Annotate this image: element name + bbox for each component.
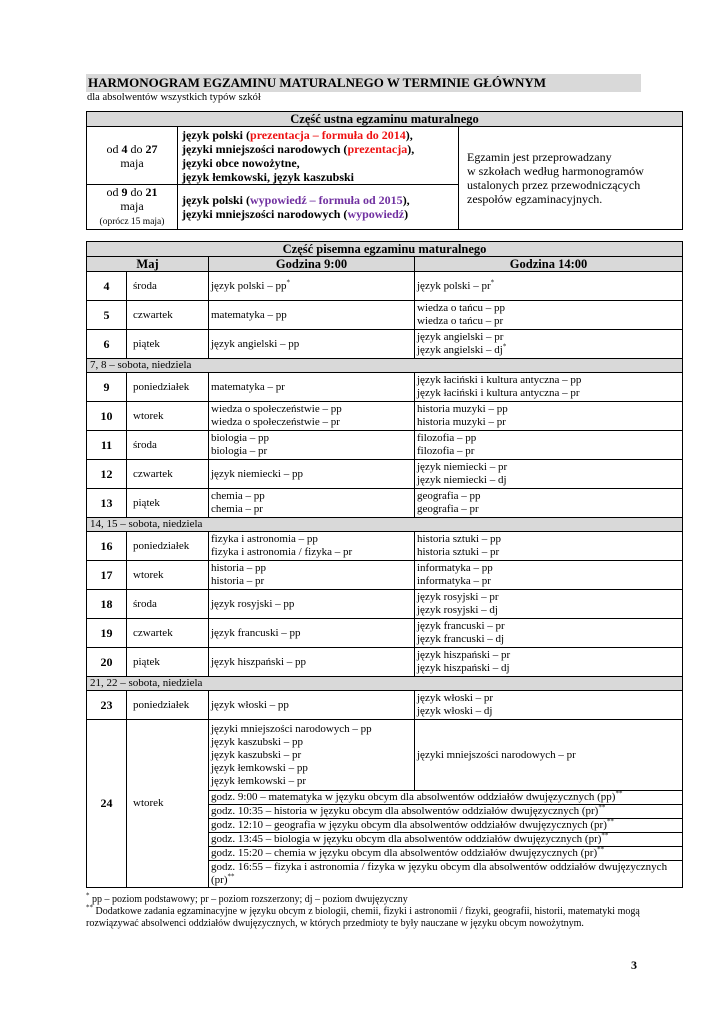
table-row (87, 619, 683, 648)
table-row (87, 532, 683, 561)
exam-entry (417, 416, 680, 429)
exam-entry-text: historia sztuki – pr (417, 546, 500, 558)
exam-entry (417, 461, 680, 474)
afternoon-exams (415, 532, 683, 561)
exam-entry-text: geografia – pr (417, 503, 479, 515)
exam-entry (211, 546, 412, 559)
exam-entry (417, 344, 680, 357)
exam-entry-text: wiedza o społeczeństwie – pp (211, 403, 342, 415)
morning-exams (209, 619, 415, 648)
bilingual-exam-note: ** (227, 872, 235, 881)
oral-language-text: język polski ( (182, 193, 251, 207)
bilingual-exam (209, 819, 683, 833)
table-row (87, 330, 683, 359)
morning-exams (209, 402, 415, 431)
written-exam-table (86, 241, 683, 888)
exam-entry-text: język hiszpański – dj (417, 662, 510, 674)
afternoon-exams (415, 691, 683, 720)
oral-language-text: języki mniejszości narodowych ( (182, 141, 348, 156)
bilingual-exam (209, 861, 683, 888)
exam-entry-text: historia sztuki – pp (417, 533, 502, 545)
exam-entry-text: filozofia – pr (417, 445, 475, 457)
oral-language-text: język łemkowski, język kaszubski (182, 169, 355, 184)
exam-entry-text: język włoski – dj (417, 705, 493, 717)
bilingual-exam (209, 833, 683, 847)
written-exam-header: Część pisemna egzaminu maturalnego (87, 242, 683, 257)
exam-entry-text: język niemiecki – dj (417, 474, 507, 486)
exam-entry (417, 302, 680, 315)
oral-language-form: wypowiedź – formuła od 2015 (250, 193, 403, 207)
morning-exams (209, 561, 415, 590)
day-number: 23 (87, 691, 127, 720)
oral-language-tail: ), (407, 141, 415, 156)
exam-entry (417, 575, 680, 588)
exam-entry (417, 503, 680, 516)
bilingual-exam-text: godz. 12:10 – geografia w języku obcym dla absolwentów oddziałów dwujęzycznych (pr) (211, 819, 607, 831)
exam-entry-text: wiedza o tańcu – pp (417, 302, 505, 314)
exam-entry-text: język niemiecki – pp (211, 467, 303, 480)
exam-entry-text: historia muzyki – pr (417, 416, 506, 428)
exam-entry-text: język rosyjski – dj (417, 604, 498, 616)
exam-entry (417, 374, 680, 387)
exam-entry-text: biologia – pr (211, 445, 268, 457)
footnote-2: ** Dodatkowe zadania egzaminacyjne w języku obcym z biologii, chemii, fizyki i astronomii / fizyki, geografii, historii, matematyki mogą rozwiązywać absolwenci oddziałów dwujęzycznych, w których przedmioty te były nauczane w języku obcym nowożytnym. (86, 903, 640, 929)
exam-entry (211, 381, 412, 394)
document-subtitle: dla absolwentów wszystkich typów szkół (87, 92, 261, 103)
exam-entry (211, 309, 412, 322)
day-number: 17 (87, 561, 127, 590)
table-row (87, 373, 683, 402)
exam-entry: język kaszubski – pr (211, 748, 302, 761)
day-of-week: czwartek (127, 301, 209, 330)
oral-language-tail: ), (405, 127, 413, 142)
document-title: HARMONOGRAM EGZAMINU MATURALNEGO W TERMINIE GŁÓWNYM (86, 74, 641, 92)
oral-period-1-languages (178, 127, 459, 185)
morning-exams (209, 720, 415, 791)
afternoon-exams (415, 619, 683, 648)
weekend-row (87, 518, 683, 532)
bilingual-exam-text: godz. 13:45 – biologia w języku obcym dla absolwentów oddziałów dwujęzycznych (pr) (211, 833, 602, 845)
day-of-week: piątek (127, 648, 209, 677)
exam-entry (417, 315, 680, 328)
morning-exams (209, 691, 415, 720)
exam-entry (211, 490, 412, 503)
day-number: 20 (87, 648, 127, 677)
afternoon-exams (415, 561, 683, 590)
exam-entry: język kaszubski – pp (211, 735, 303, 748)
exam-entry (417, 692, 680, 705)
exam-entry (417, 403, 680, 416)
table-row (87, 561, 683, 590)
day-number: 6 (87, 330, 127, 359)
exam-entry-text: historia muzyki – pp (417, 403, 508, 415)
morning-exams (209, 330, 415, 359)
oral-language-line (182, 156, 456, 170)
exam-entry (211, 699, 412, 712)
day-number: 19 (87, 619, 127, 648)
morning-exams (209, 532, 415, 561)
oral-language-line (182, 128, 456, 142)
day-of-week: środa (127, 431, 209, 460)
oral-language-tail: ), (402, 193, 410, 207)
day-of-week: piątek (127, 489, 209, 518)
bilingual-exam-text: godz. 15:20 – chemia w języku obcym dla absolwentów oddziałów dwujęzycznych (pr) (211, 847, 598, 859)
exam-entry-text: język polski – pr (417, 279, 491, 292)
exam-entry-text: język francuski – dj (417, 633, 505, 645)
exam-entry (417, 432, 680, 445)
footnotes (86, 891, 682, 930)
afternoon-exams (415, 590, 683, 619)
afternoon-exams (415, 301, 683, 330)
exam-entry-note: * (490, 277, 495, 286)
table-row (87, 691, 683, 720)
footnote-1: * pp – poziom podstawowy; pr – poziom rozszerzony; dj – poziom dwujęzyczny (86, 891, 408, 905)
exam-entry (417, 331, 680, 344)
exam-entry-text: filozofia – pp (417, 432, 477, 444)
bilingual-exam-text: godz. 16:55 – fizyka i astronomia / fizyka w języku obcym dla absolwentów oddziałów dwujęzycznych (pr) (211, 861, 668, 886)
table-row (87, 720, 683, 791)
exam-entry (211, 403, 412, 416)
oral-language-form: prezentacja – formuła do 2014 (250, 127, 406, 142)
exam-entry-note: * (502, 342, 507, 351)
exam-entry-text: wiedza o tańcu – pr (417, 315, 504, 327)
exam-entry-text: fizyka i astronomia / fizyka – pr (211, 546, 353, 558)
bilingual-exam (209, 791, 683, 805)
exam-entry (417, 649, 680, 662)
oral-period-2-languages (178, 185, 459, 230)
weekend-label: 21, 22 – sobota, niedziela (87, 677, 683, 691)
exam-entry (211, 416, 412, 429)
morning-exams (209, 272, 415, 301)
oral-language-line (182, 170, 456, 184)
exam-entry (417, 387, 680, 400)
day-number: 12 (87, 460, 127, 489)
exam-entry-text: język łaciński i kultura antyczna – pp (417, 374, 582, 386)
exam-entry (211, 533, 412, 546)
oral-language-line (182, 142, 456, 156)
exam-entry (211, 338, 412, 351)
exam-entry-text: chemia – pp (211, 490, 265, 502)
table-row (87, 590, 683, 619)
exam-entry (417, 562, 680, 575)
table-row (87, 301, 683, 330)
morning-exams (209, 648, 415, 677)
exam-entry-note: * (286, 277, 290, 286)
day-of-week: czwartek (127, 460, 209, 489)
exam-entry (211, 432, 412, 445)
morning-exams (209, 489, 415, 518)
day-number: 11 (87, 431, 127, 460)
exam-entry-text: język rosyjski – pp (211, 597, 295, 610)
column-header-2pm: Godzina 14:00 (415, 257, 683, 272)
table-row (87, 272, 683, 301)
exam-entry (417, 633, 680, 646)
weekend-row (87, 677, 683, 691)
exam-entry-text: fizyka i astronomia – pp (211, 533, 318, 545)
oral-info-line: Egzamin jest przeprowadzany (467, 150, 612, 164)
morning-exams (209, 301, 415, 330)
oral-info-line: w szkołach według harmonogramów (467, 164, 644, 178)
table-row (87, 648, 683, 677)
oral-language-line (182, 207, 456, 221)
exam-entry (211, 598, 412, 611)
column-header-month: Maj (87, 257, 209, 272)
exam-entry (417, 277, 680, 293)
exam-entry-text: język włoski – pr (417, 692, 494, 704)
day-number: 18 (87, 590, 127, 619)
oral-info-line: ustalonych przez przewodniczących (467, 178, 641, 192)
day-of-week: czwartek (127, 619, 209, 648)
afternoon-exams (415, 431, 683, 460)
oral-language-text: języki obce nowożytne, (182, 155, 300, 170)
exam-entry-text: język łaciński i kultura antyczna – pr (417, 387, 580, 399)
day-of-week: wtorek (127, 402, 209, 431)
exam-entry-text: historia – pr (211, 575, 265, 587)
afternoon-exams (415, 489, 683, 518)
day-number: 5 (87, 301, 127, 330)
day-number: 24 (87, 720, 127, 888)
morning-exams (209, 373, 415, 402)
day-of-week: środa (127, 272, 209, 301)
bilingual-exam-note: ** (615, 789, 623, 798)
exam-entry: języki mniejszości narodowych – pp (211, 722, 372, 735)
exam-entry (211, 627, 412, 640)
oral-language-line (182, 193, 456, 207)
afternoon-exams (415, 648, 683, 677)
exam-entry-text: matematyka – pr (211, 380, 285, 393)
morning-exams (209, 431, 415, 460)
exam-entry (417, 546, 680, 559)
table-row (87, 431, 683, 460)
oral-exam-info (459, 127, 683, 230)
exam-entry-text: język hiszpański – pp (211, 655, 307, 668)
oral-period-2-date: od 9 do 21 maja (oprócz 15 maja) (87, 185, 178, 230)
exam-entry-text: historia – pp (211, 562, 266, 574)
day-of-week: wtorek (127, 561, 209, 590)
oral-exam-table (86, 111, 683, 230)
exam-entry (417, 533, 680, 546)
exam-entry (417, 591, 680, 604)
afternoon-exams: języki mniejszości narodowych – pr (415, 720, 683, 791)
morning-exams (209, 460, 415, 489)
exam-entry-text: chemia – pr (211, 503, 263, 515)
exam-entry (211, 277, 412, 293)
afternoon-exams (415, 330, 683, 359)
exam-entry (417, 620, 680, 633)
exam-entry (417, 490, 680, 503)
day-of-week: środa (127, 590, 209, 619)
exam-entry-text: geografia – pp (417, 490, 481, 502)
table-row (87, 489, 683, 518)
exam-entry (417, 662, 680, 675)
exam-entry (211, 445, 412, 458)
page-number: 3 (631, 958, 637, 972)
bilingual-exam-text: godz. 9:00 – matematyka w języku obcym dla absolwentów oddziałów dwujęzycznych (pp) (211, 791, 616, 803)
exam-entry: język łemkowski – pp (211, 761, 308, 774)
day-of-week: wtorek (127, 720, 209, 888)
oral-language-form: prezentacja (347, 141, 408, 156)
day-number: 4 (87, 272, 127, 301)
afternoon-exams (415, 460, 683, 489)
bilingual-exam-note: ** (598, 803, 606, 812)
bilingual-exam (209, 847, 683, 861)
exam-entry-text: język polski – pp (211, 279, 287, 292)
morning-exams (209, 590, 415, 619)
bilingual-exam-note: ** (606, 817, 614, 826)
exam-entry-text: język angielski – pr (417, 331, 504, 343)
exam-entry-text: biologia – pp (211, 432, 270, 444)
exam-entry-text: język angielski – dj (417, 344, 503, 356)
day-number: 13 (87, 489, 127, 518)
weekend-label: 7, 8 – sobota, niedziela (87, 359, 683, 373)
oral-language-form: wypowiedź (347, 207, 405, 221)
exam-entry-text: język angielski – pp (211, 337, 300, 350)
exam-entry (417, 445, 680, 458)
day-of-week: poniedziałek (127, 691, 209, 720)
table-row (87, 402, 683, 431)
exam-entry-text: język hiszpański – pr (417, 649, 511, 661)
day-of-week: poniedziałek (127, 373, 209, 402)
afternoon-exams (415, 272, 683, 301)
exam-entry: język łemkowski – pr (211, 774, 307, 787)
day-of-week: piątek (127, 330, 209, 359)
oral-language-tail: ) (404, 207, 409, 221)
exam-entry-text: język rosyjski – pr (417, 591, 499, 603)
exam-entry (211, 468, 412, 481)
bilingual-exam-note: ** (601, 831, 609, 840)
day-of-week: poniedziałek (127, 532, 209, 561)
exam-entry (211, 575, 412, 588)
weekend-row (87, 359, 683, 373)
oral-info-line: zespołów egzaminacyjnych. (467, 192, 603, 206)
exam-entry-text: matematyka – pp (211, 308, 287, 321)
bilingual-exam-text: godz. 10:35 – historia w języku obcym dla absolwentów oddziałów dwujęzycznych (pr) (211, 805, 599, 817)
afternoon-exams (415, 402, 683, 431)
oral-language-text: język polski ( (182, 127, 251, 142)
exam-entry (417, 474, 680, 487)
column-header-9am: Godzina 9:00 (209, 257, 415, 272)
exam-entry-text: wiedza o społeczeństwie – pr (211, 416, 340, 428)
oral-exam-header: Część ustna egzaminu maturalnego (87, 112, 683, 127)
afternoon-exams (415, 373, 683, 402)
exam-entry-text: język francuski – pp (211, 626, 301, 639)
exam-entry (417, 604, 680, 617)
day-number: 9 (87, 373, 127, 402)
exam-entry (417, 705, 680, 718)
table-row (87, 460, 683, 489)
day-number: 16 (87, 532, 127, 561)
exam-entry (211, 562, 412, 575)
exam-entry-text: informatyka – pp (417, 562, 493, 574)
oral-language-text: języki mniejszości narodowych ( (182, 207, 348, 221)
day-number: 10 (87, 402, 127, 431)
exam-entry-text: język włoski – pp (211, 698, 289, 711)
exam-entry (211, 656, 412, 669)
exam-entry-text: język francuski – pr (417, 620, 505, 632)
oral-period-1-date: od 4 do 27 maja (87, 127, 178, 185)
bilingual-exam-note: ** (597, 845, 605, 854)
exam-entry-text: informatyka – pr (417, 575, 491, 587)
weekend-label: 14, 15 – sobota, niedziela (87, 518, 683, 532)
exam-entry-text: język niemiecki – pr (417, 461, 508, 473)
exam-entry (211, 503, 412, 516)
